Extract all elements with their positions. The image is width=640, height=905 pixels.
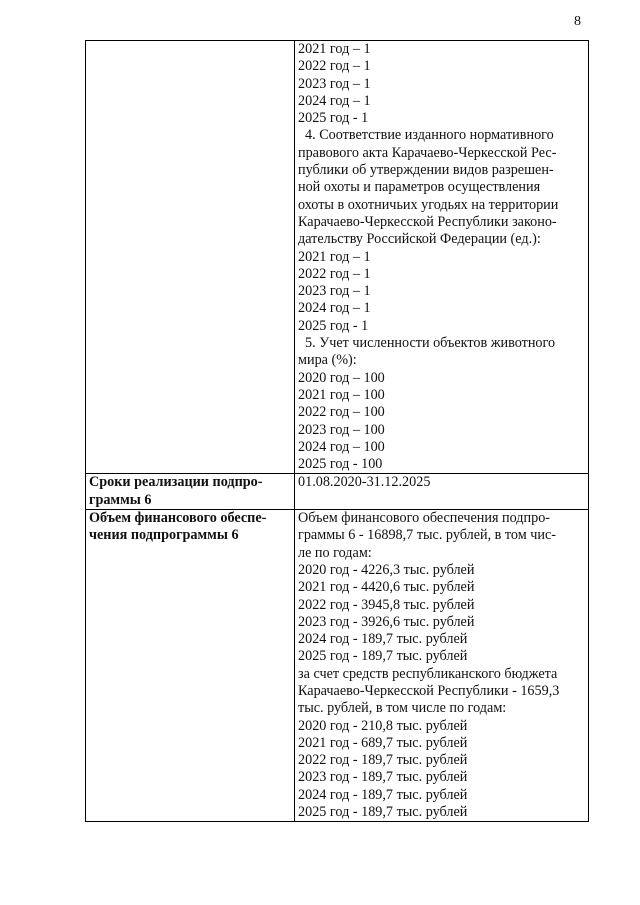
text-line: 2024 год – 100 xyxy=(298,438,385,455)
table-row-implementation-period xyxy=(86,474,589,510)
text-line: 5. Учет численности объектов животного xyxy=(305,335,556,352)
text-line: 2025 год - 1 xyxy=(298,317,369,334)
text-line: 2023 год - 189,7 тыс. рублей xyxy=(298,769,468,786)
text-line: 2021 год – 1 xyxy=(298,248,371,265)
table-row-indicators xyxy=(86,41,589,474)
text-line: 2025 год - 1 xyxy=(298,110,369,127)
text-line: 2021 год - 689,7 тыс. рублей xyxy=(298,734,468,751)
text-line: дательству Российской Федерации (ед.): xyxy=(298,231,541,248)
text-line: 2022 год - 189,7 тыс. рублей xyxy=(298,752,468,769)
text-line: 4. Соответствие изданного нормативного xyxy=(305,127,554,144)
text-line: ной охоты и параметров осуществления xyxy=(298,179,541,196)
row-label-cell xyxy=(86,474,295,510)
text-line: чения подпрограммы 6 xyxy=(89,527,239,544)
text-line: 2020 год - 210,8 тыс. рублей xyxy=(298,717,468,734)
row-label-cell xyxy=(86,510,295,822)
text-line: Объем финансового обеспе- xyxy=(89,510,267,527)
text-line: 2023 год – 1 xyxy=(298,283,371,300)
text-line: 2022 год – 100 xyxy=(298,404,385,421)
text-line: 2024 год - 189,7 тыс. рублей xyxy=(298,631,468,648)
text-line: мира (%): xyxy=(298,352,357,369)
row-value-cell xyxy=(295,41,589,474)
text-line: за счет средств республиканского бюджета xyxy=(298,665,558,682)
text-line: Карачаево-Черкесской Республики - 1659,3 xyxy=(298,682,560,699)
text-line: тыс. рублей, в том числе по годам: xyxy=(298,700,507,717)
text-line: ле по годам: xyxy=(298,544,372,561)
text-line: граммы 6 - 16898,7 тыс. рублей, в том чис- xyxy=(298,527,557,544)
text-line: 2024 год – 1 xyxy=(298,92,371,109)
text-line: 2020 год - 4226,3 тыс. рублей xyxy=(298,561,475,578)
text-line: 2024 год - 189,7 тыс. рублей xyxy=(298,786,468,803)
row-value-cell xyxy=(295,510,589,822)
text-line: публики об утверждении видов разрешен- xyxy=(298,162,554,179)
text-line: 2021 год – 100 xyxy=(298,386,385,403)
text-line: 2023 год – 1 xyxy=(298,75,371,92)
text-line: 2025 год - 100 xyxy=(298,456,383,473)
text-line: 2021 год - 4420,6 тыс. рублей xyxy=(298,579,475,596)
text-line: 2021 год – 1 xyxy=(298,41,371,57)
text-line: 2022 год - 3945,8 тыс. рублей xyxy=(298,596,475,613)
text-line: 2024 год – 1 xyxy=(298,300,371,317)
text-line: 2023 год - 3926,6 тыс. рублей xyxy=(298,613,475,630)
text-line: 2025 год - 189,7 тыс. рублей xyxy=(298,804,468,821)
row-label-cell xyxy=(86,41,295,474)
text-line: 2022 год – 1 xyxy=(298,58,371,75)
row-value-cell xyxy=(295,474,589,510)
page-number: 8 xyxy=(574,14,581,29)
text-line: Сроки реализации подпро- xyxy=(89,474,263,491)
text-line: 01.08.2020-31.12.2025 xyxy=(298,474,431,491)
text-line: 2023 год – 100 xyxy=(298,421,385,438)
text-line: охоты в охотничьих угодьях на территории xyxy=(298,196,559,213)
text-line: Карачаево-Черкесской Республики законо- xyxy=(298,213,557,230)
text-line: 2020 год – 100 xyxy=(298,369,385,386)
text-line: граммы 6 xyxy=(89,491,152,508)
table-row-financing xyxy=(86,510,589,822)
text-line: Объем финансового обеспечения подпро- xyxy=(298,510,551,527)
text-line: 2025 год - 189,7 тыс. рублей xyxy=(298,648,468,665)
text-line: правового акта Карачаево-Черкесской Рес- xyxy=(298,144,557,161)
text-line: 2022 год – 1 xyxy=(298,265,371,282)
passport-table xyxy=(85,40,589,822)
